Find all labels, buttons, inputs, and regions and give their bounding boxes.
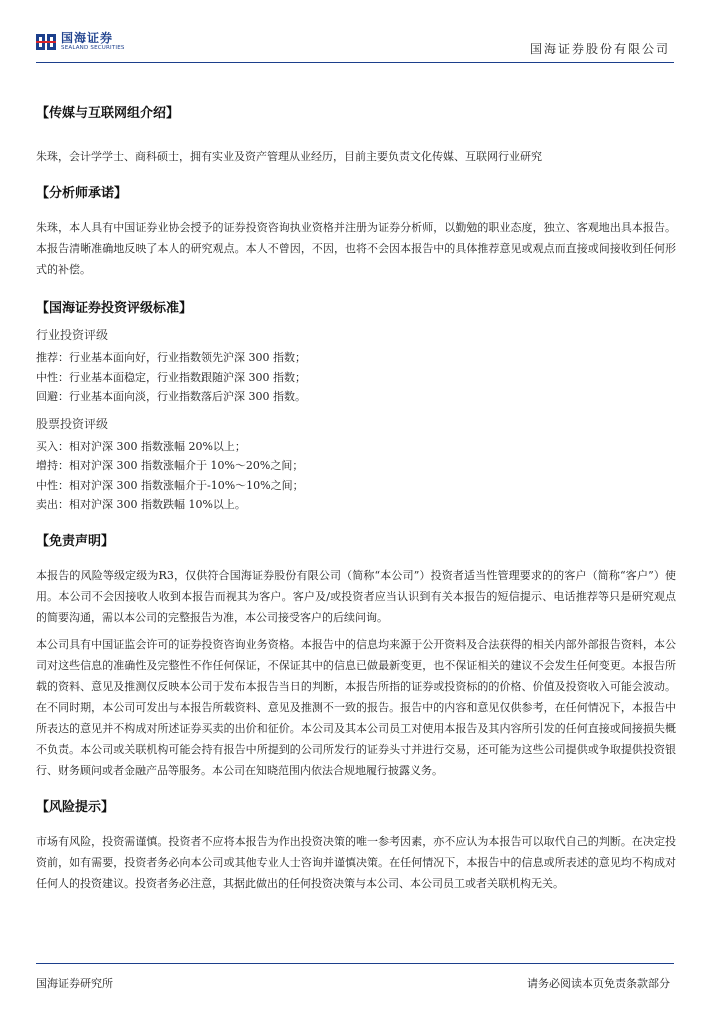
- stock-rating-list: [36, 437, 676, 515]
- risk-text: 市场有风险，投资需谨慎。投资者不应将本报告为作出投资决策的唯一参考因素，亦不应认为本报告可以取代自己的判断。在决定投资前，如有需要，投资者务必向本公司或其他专业人士咨询并谨慎决策。在任何情况下，本报告中的信息或所表述的意见均不构成对任何人的投资建议。投资者务必注意，其据此做出的任何投资决策与本公司、本公司员工或者关联机构无关。: [36, 834, 676, 890]
- section-title: 【传媒与互联网组介绍】: [36, 106, 180, 121]
- list-item: 中性：行业基本面稳定，行业指数跟随沪深 300 指数；: [36, 370, 306, 384]
- list-item: 回避：行业基本面向淡，行业指数落后沪深 300 指数。: [36, 390, 306, 403]
- footer-disclaimer-note: 请务必阅读本页免责条款部分: [527, 977, 670, 990]
- disclaimer-paragraph: 本报告的风险等级定级为R3，仅供符合国海证券股份有限公司（简称“本公司”）投资者适当性管理要求的的客户（简称“客户”）使用。本公司不会因接收人收到本报告而视其为客户。客户及/或投资者应当认识到有关本报告的短信提示、电话推荐等只是研究观点的简要沟通，需以本公司的完整报告为准，本公司接受客户的后续问询。: [36, 568, 676, 624]
- rating-section: [36, 300, 676, 515]
- footer-divider: [36, 963, 674, 964]
- commitment-text: 朱珠，本人具有中国证券业协会授予的证券投资咨询执业资格并注册为证券分析师，以勤勉的职业态度，独立、客观地出具本报告。本报告清晰准确地反映了本人的研究观点。本人不曾因，不因，也将不会因本报告中的具体推荐意见或观点而直接或间接收到任何形式的补偿。: [36, 221, 676, 276]
- list-item: 中性：相对沪深 300 指数涨幅介于-10%～10%之间；: [36, 478, 304, 492]
- disclaimer-section: [36, 533, 676, 781]
- list-item: 推荐：行业基本面向好，行业指数领先沪深 300 指数；: [36, 351, 306, 364]
- intro-text: 朱珠，会计学学士、商科硕士，拥有实业及资产管理从业经历，目前主要负责文化传媒、互联网行业研究: [36, 150, 542, 163]
- section-title: 【分析师承诺】: [36, 186, 128, 201]
- commitment-section: [36, 185, 676, 280]
- logo-chinese-name: 国海证券: [61, 31, 114, 45]
- list-item: 增持：相对沪深 300 指数涨幅介于 10%～20%之间；: [36, 459, 304, 472]
- company-logo: [36, 32, 125, 52]
- industry-rating-title: 行业投资评级: [36, 328, 109, 342]
- logo-english-name: SEALAND SECURITIES: [61, 45, 125, 51]
- stock-rating-title: 股票投资评级: [36, 416, 109, 431]
- risk-section: [36, 799, 676, 894]
- page-content: [36, 105, 676, 894]
- page-header: [0, 0, 724, 66]
- header-divider: [36, 62, 674, 63]
- section-title: 【免责声明】: [36, 533, 115, 549]
- list-item: 买入：相对沪深 300 指数涨幅 20%以上；: [36, 439, 246, 453]
- disclaimer-paragraph: 本公司具有中国证监会许可的证券投资咨询业务资格。本报告中的信息均来源于公开资料及合法获得的相关内部外部报告资料，本公司对这些信息的准确性及完整性不作任何保证，不保证其中的信息已做最新变更，也不保证相关的建议不会发生任何变更。本报告所载的资料、意见及推测仅反映本公司于发布本报告当日的判断，本报告所指的证券或投资标的的价格、价值及投资收入可能会波动。在不同时期，本公司可发出与本报告所载资料、意见及推测不一致的报告。报告中的内容和意见仅供参考，在任何情况下，本报告中所表达的意见并不构成对所述证券买卖的出价和征价。本公司及其本公司员工对使用本报告及其内容所引发的任何直接或间接损失概不负责。本公司或关联机构可能会持有报告中所提到的公司所发行的证券头寸并进行交易，还可能为这些公司提供或争取提供投资银行、财务顾问或者金融产品等服务。本公司在知晓范围内依法合规地履行披露义务。: [36, 637, 676, 777]
- list-item: 卖出：相对沪深 300 指数跌幅 10%以上。: [36, 498, 246, 511]
- section-title: 【国海证券投资评级标准】: [36, 301, 193, 316]
- industry-rating-list: [36, 348, 676, 407]
- footer-institute: 国海证券研究所: [36, 977, 113, 990]
- intro-section: [36, 105, 676, 167]
- sealand-logo-icon: [36, 33, 56, 51]
- section-title: 【风险提示】: [36, 799, 115, 815]
- company-name: 国海证券股份有限公司: [529, 42, 670, 56]
